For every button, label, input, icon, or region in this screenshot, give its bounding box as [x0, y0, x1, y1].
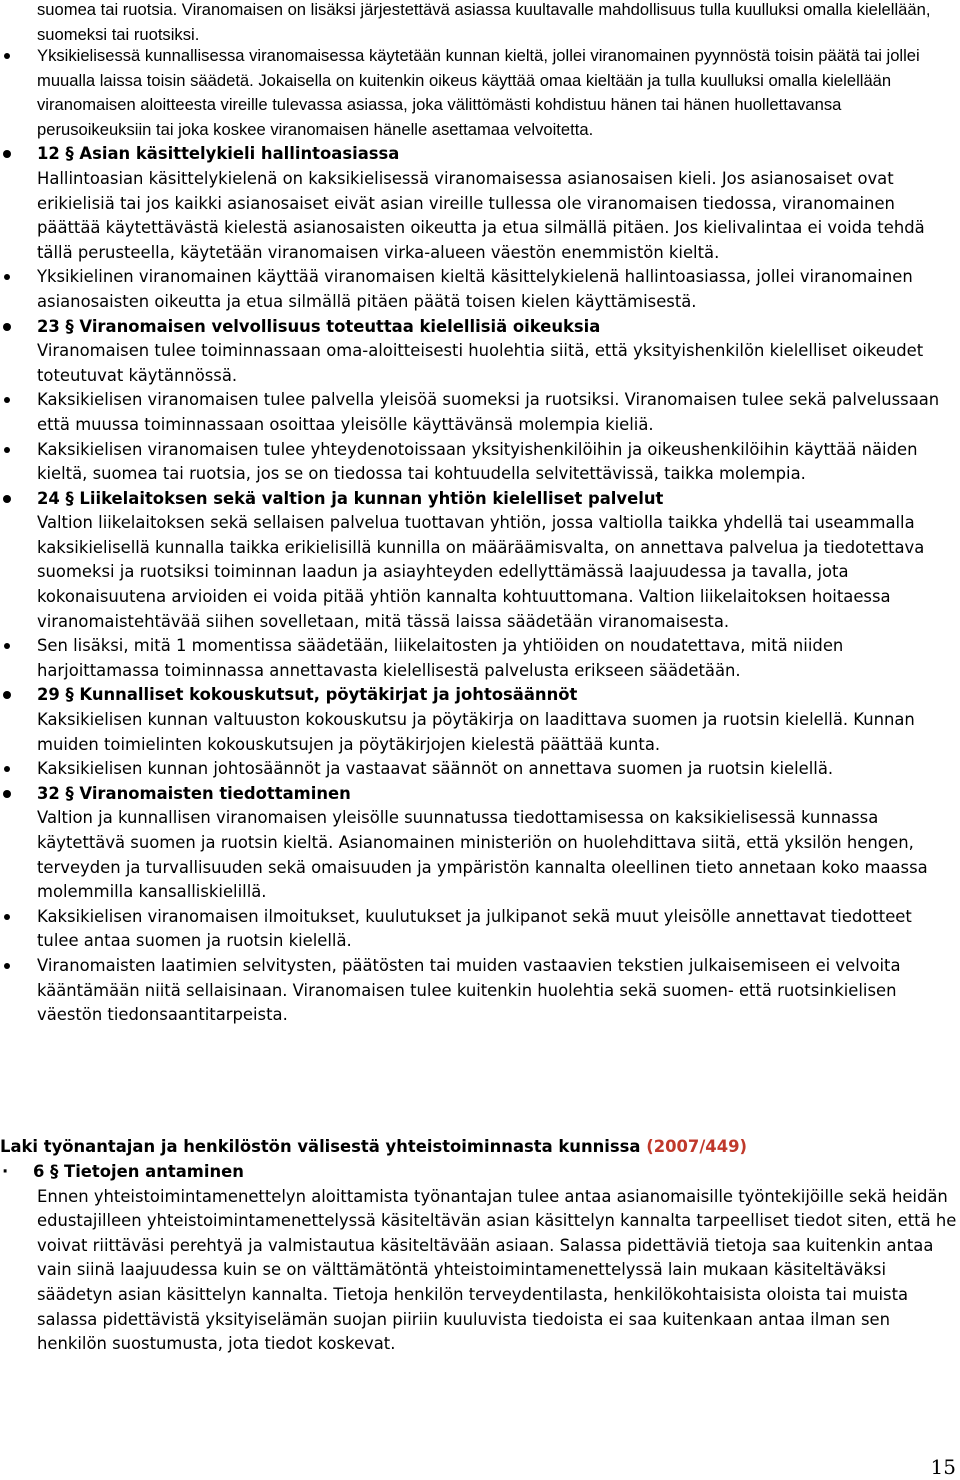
item-body: Viranomaisten laatimien selvitysten, päätösten tai muiden vastaavien tekstien julkaisemiseen ei velvoita kääntämään niitä sellaisinaan. Viranomaisen tulee kuitenkin huolehtia sekä suomen- että ruotsinkielisen väestön tiedonsaantitarpeista. — [37, 955, 901, 1025]
item-body: Kaksikielisen kunnan johtosäännöt ja vastaavat säännöt on annettava suomen ja ruotsin kielellä. — [37, 759, 834, 779]
list-item — [0, 315, 958, 389]
bullet-icon — [4, 963, 10, 969]
bullet-icon — [4, 643, 10, 649]
item-body: Yksikielisessä kunnallisessa viranomaisessa käytetään kunnan kieltä, jollei viranomainen pyynnöstä toisin päätä tai jollei muualla laissa toisin säädetä. Jokaisella on kuitenkin oikeus käyttää omaa kieltään ja tulla kuulluksi omalla kielellään viranomaisen aloitteesta vireille tulevassa asiassa, joka välittömästi kohdistuu hänen tai hänen huollettavansa perusoikeuksiin tai joka koskee viranomaisen hänelle asettamaa velvoitetta. — [37, 46, 920, 139]
page-number: 15 — [930, 1455, 956, 1479]
section-heading: 23 § Viranomaisen velvollisuus toteuttaa kielellisiä oikeuksia — [37, 316, 601, 336]
list-item — [0, 782, 958, 905]
law-section — [0, 1160, 958, 1357]
section-heading: 29 § Kunnalliset kokouskutsut, pöytäkirjat ja johtosäännöt — [37, 685, 578, 705]
item-body: Hallintoasian käsittelykielenä on kaksikielisessä viranomaisessa asianosaisen kieli. Jos asianosaiset ovat erikielisiä tai jos kaikki asianosaiset eivät asian vireille tullessa ole viranomaisen tiedossa, viranomainen päättää käytettävästä kielestä asianosaisten oikeutta ja etua silmällä pitäen. Jos kielivalintaa ei voida tehdä tällä perusteella, käytetään viranomaisen virka-alueen väestön enemmistön kieltä. — [37, 168, 925, 262]
list-item — [0, 954, 958, 1028]
item-body: Kaksikielisen kunnan valtuuston kokouskutsu ja pöytäkirja on laadittava suomen ja ruotsin kielellä. Kunnan muiden toimielinten kokouskutsujen ja pöytäkirjojen kielestä päättää kunta. — [37, 710, 915, 754]
bullet-icon — [3, 691, 11, 699]
bullet-icon — [4, 447, 10, 453]
bullet-icon — [3, 495, 11, 503]
section-heading: 32 § Viranomaisten tiedottaminen — [37, 783, 351, 803]
bullet-icon — [3, 150, 11, 158]
law-year: (2007/449) — [646, 1137, 748, 1156]
item-body: Kaksikielisen viranomaisen ilmoitukset, kuulutukset ja julkipanot sekä muut yleisölle annettavat tiedotteet tulee antaa suomen ja ruotsin kielellä. — [37, 906, 912, 951]
list-item — [0, 487, 958, 635]
section-heading: 24 § Liikelaitoksen sekä valtion ja kunnan yhtiön kielelliset palvelut — [37, 488, 664, 508]
item-body: Yksikielinen viranomainen käyttää viranomaisen kieltä käsittelykielenä hallintoasiassa, jollei viranomainen asianosaisten oikeutta ja etua silmällä pitäen päätä toisen kielen käyttämisestä. — [37, 267, 913, 311]
list-item — [0, 388, 958, 437]
item-body: Kaksikielisen viranomaisen tulee palvella yleisöä suomeksi ja ruotsiksi. Viranomaisen tulee sekä palvelussaan että muussa toiminnassaan osoittaa yleisölle käyttävänsä molempia kieliä. — [37, 390, 940, 434]
list-item — [0, 142, 958, 265]
item-body: Sen lisäksi, mitä 1 momentissa säädetään, liikelaitosten ja yhtiöiden on noudatettava, mitä niiden harjoittamassa toiminnassa annettavasta kielellisestä palvelusta erikseen säädetään. — [37, 636, 844, 680]
section-heading: 12 § Asian käsittelykieli hallintoasiassa — [37, 144, 400, 164]
list-item — [0, 44, 958, 142]
item-body: Viranomaisen tulee toiminnassaan oma-aloitteisesti huolehtia siitä, että yksityishenkilön kielelliset oikeudet toteutuvat käytännössä. — [37, 341, 924, 385]
list-item — [0, 683, 958, 757]
law-section-body: Ennen yhteistoimintamenettelyn aloittamista työnantajan tulee antaa asianomaisille työntekijöille sekä heidän edustajilleen yhteistoimintamenettelyssä käsiteltävän asian käsittelyn kannalta tarpeelliset tiedot siten, että he voivat riittäväsi perehtyä ja valmistautua käsiteltävään asiaan. Salassa pidettäviä tietoja saa kuitenkin antaa vain siinä laajuudessa kuin se on välttämätöntä yhteistoimintamenettelyssä lain mukaan käsiteltäväksi säädetyn asian käsittelyn kannalta. Tietoja henkilön terveydentilasta, henkilökohtaisista oloista tai muista salassa pidettävistä yksityiselämän suojan piiriin kuuluvista tiedoista ei saa kuitenkaan antaa ilman sen henkilön suostumusta, jota tiedot koskevat. — [37, 1186, 957, 1354]
list-item — [0, 634, 958, 683]
law-title — [0, 1135, 958, 1160]
section-list — [0, 44, 958, 1028]
list-item — [0, 757, 958, 782]
intro-paragraph: suomea tai ruotsia. Viranomaisen on lisäksi järjestettävä asiassa kuultavalle mahdollisuus tulla kuulluksi omalla kielellään, suomeksi tai ruotsiksi. — [37, 0, 931, 44]
bullet-icon — [4, 274, 10, 280]
item-body: Valtion liikelaitoksen sekä sellaisen palvelua tuottavan yhtiön, jossa valtiolla taikka yhdellä tai useammalla kaksikielisellä kunnalla taikka erikielisillä kunnilla on määräämisvalta, on annettava palvelua ja tiedotettava suomeksi ja ruotsiksi toiminnan laadun ja asiayhteyden edellyttämässä laajuudessa ja tavalla, jota kokonaisuutena arvioiden ei voida pitää yhtiön kannalta kohtuuttomana. Valtion liikelaitoksen hoitaessa viranomaistehtävää siihen sovelletaan, mitä tässä laissa säädetään viranomaisesta. — [37, 513, 925, 631]
item-body: Valtion ja kunnallisen viranomaisen yleisölle suunnatussa tiedottamisessa on kaksikielisessä kunnassa käytettävä suomen ja ruotsin kieltä. Asianomainen ministeriön on huolehdittava siitä, että yksilön hengen, terveyden ja turvallisuuden sekä omaisuuden ja ympäristön kannalta oleellinen tieto annetaan koko maassa molemmilla kansalliskielillä. — [37, 808, 928, 902]
list-item — [0, 265, 958, 314]
bullet-icon — [3, 323, 11, 331]
list-item — [0, 905, 958, 954]
bullet-icon — [4, 53, 10, 59]
dash-bullet-icon: · — [2, 1162, 9, 1181]
item-body: Kaksikielisen viranomaisen tulee yhteydenotoissaan yksityishenkilöihin ja oikeushenkilöihin käyttää näiden kieltä, suomea tai ruotsia, jos se on tiedossa tai kohtuudella selvitettävissä, taikka molempia. — [37, 439, 918, 484]
law-title-text: Laki työnantajan ja henkilöstön välisestä yhteistoiminnasta kunnissa — [0, 1137, 641, 1156]
bullet-icon — [4, 914, 10, 920]
law-section-heading-text: 6 § Tietojen antaminen — [33, 1162, 244, 1181]
bullet-icon — [4, 766, 10, 772]
list-item — [0, 438, 958, 487]
bullet-icon — [4, 397, 10, 403]
bullet-icon — [3, 790, 11, 798]
law-section-heading — [0, 1160, 958, 1185]
